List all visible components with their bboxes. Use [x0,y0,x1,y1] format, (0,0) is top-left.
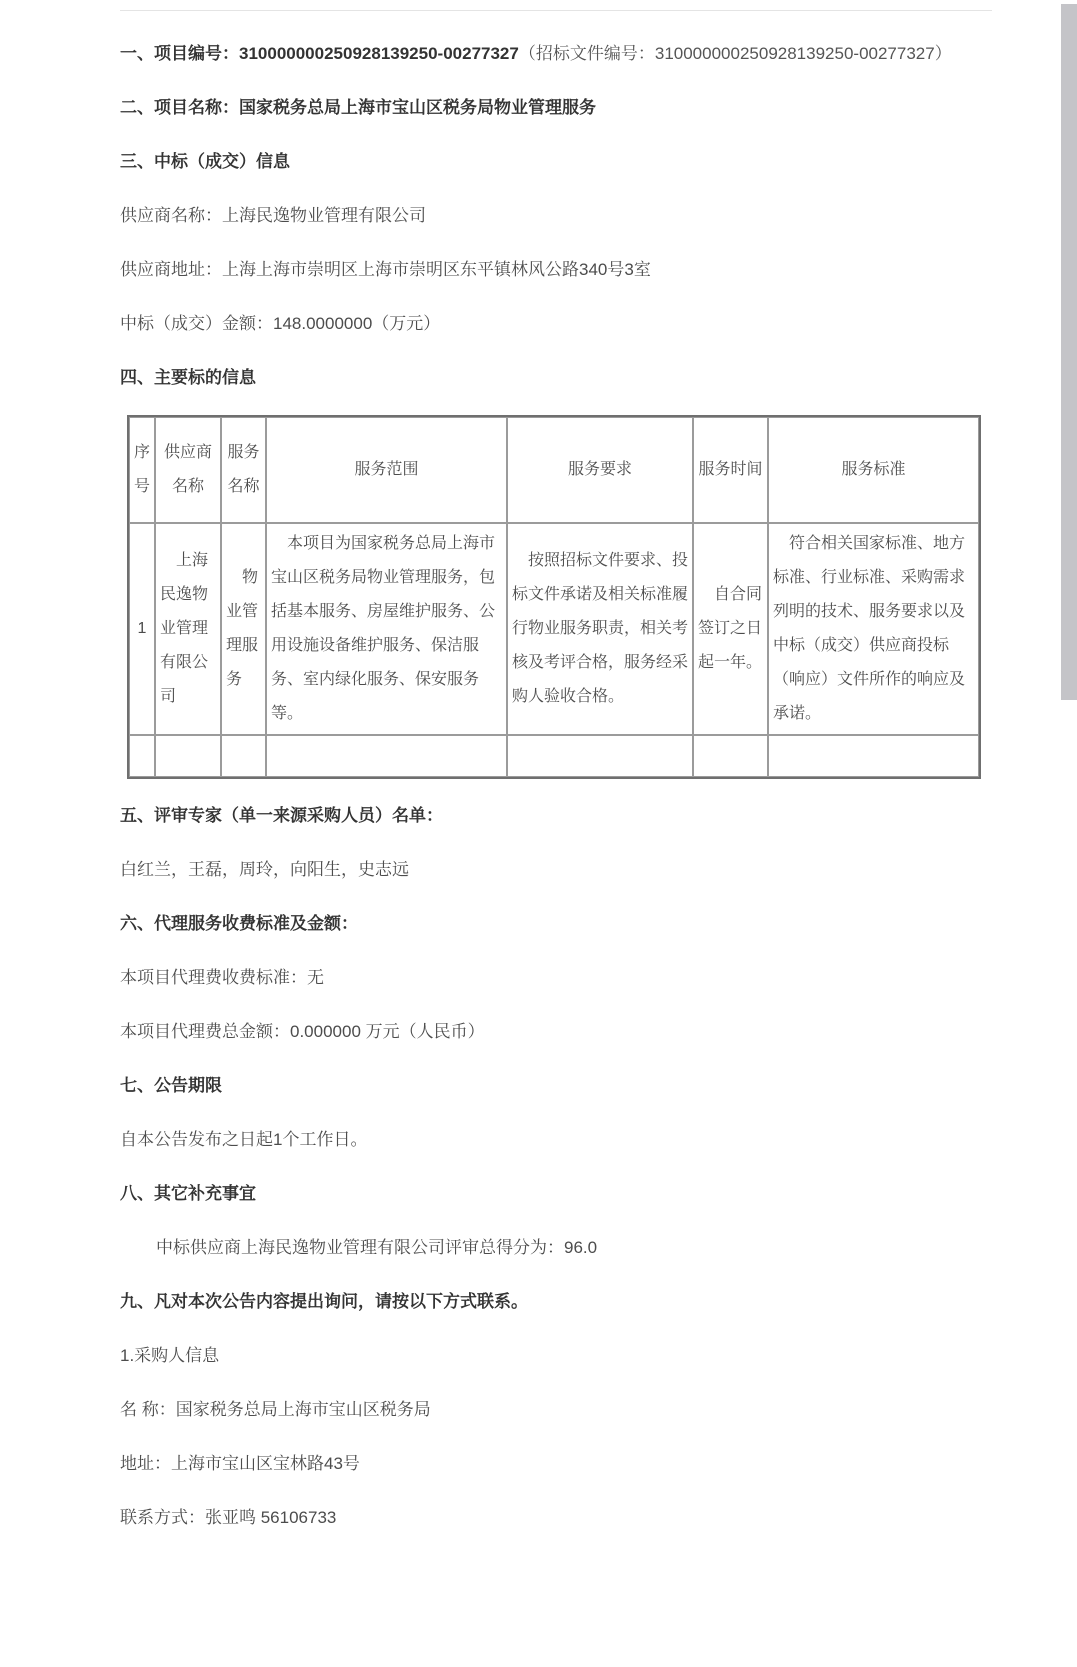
cell-service-scope: 本项目为国家税务总局上海市宝山区税务局物业管理服务，包括基本服务、房屋维护服务、公用设施设备维护服务、保洁服务、室内绿化服务、保安服务等。 [266,523,507,735]
document-content [120,11,976,1535]
empty-cell [155,735,221,777]
empty-cell [693,735,768,777]
cell-service-time: 自合同签订之日起一年。 [693,523,768,735]
main-lot-table [127,415,981,779]
empty-cell [768,735,979,777]
table-header-row [129,417,979,523]
purchaser-address-line: 地址：上海市宝山区宝林路43号 [120,1454,360,1473]
section4-heading: 四、主要标的信息 [120,368,256,387]
table-row [129,523,979,735]
empty-cell [129,735,155,777]
header-seq: 序号 [129,417,155,523]
agency-fee-total-line: 本项目代理费总金额：0.000000 万元（人民币） [120,1022,485,1041]
header-service-requirement: 服务要求 [507,417,693,523]
bid-doc-number-note: （招标文件编号：310000000250928139250-00277327） [518,44,952,63]
table-empty-row [129,735,979,777]
header-service-scope: 服务范围 [266,417,507,523]
cell-service-standard: 符合相关国家标准、地方标准、行业标准、采购需求列明的技术、服务要求以及中标（成交）供应商投标（响应）文件所作的响应及承诺。 [768,523,979,735]
scrollbar-thumb[interactable] [1061,4,1077,700]
section7-heading: 七、公告期限 [120,1076,222,1095]
header-service-standard: 服务标准 [768,417,979,523]
cell-service-requirement: 按照招标文件要求、投标文件承诺及相关标准履行物业服务职责，相关考核及考评合格，服务经采购人验收合格。 [507,523,693,735]
project-number-value: 310000000250928139250-00277327 [239,44,519,63]
cell-service-name: 物业管理服务 [221,523,266,735]
cell-seq: 1 [129,523,155,735]
header-service-name: 服务名称 [221,417,266,523]
section8-heading: 八、其它补充事宜 [120,1184,256,1203]
section2-heading: 二、项目名称：国家税务总局上海市宝山区税务局物业管理服务 [120,98,596,117]
empty-cell [221,735,266,777]
announcement-document [120,0,992,1555]
section6-heading: 六、代理服务收费标准及金额： [120,914,358,933]
score-line: 中标供应商上海民逸物业管理有限公司评审总得分为：96.0 [156,1238,598,1257]
cell-supplier: 上海民逸物业管理有限公司 [155,523,221,735]
section3-heading: 三、中标（成交）信息 [120,152,290,171]
award-amount-line: 中标（成交）金额：148.0000000（万元） [120,314,441,333]
section5-heading: 五、评审专家（单一来源采购人员）名单： [120,806,443,825]
supplier-name-line: 供应商名称：上海民逸物业管理有限公司 [120,206,426,225]
section9-heading: 九、凡对本次公告内容提出询问，请按以下方式联系。 [120,1292,528,1311]
header-supplier: 供应商名称 [155,417,221,523]
experts-list: 白红兰，王磊，周玲，向阳生，史志远 [120,860,409,879]
announcement-period-line: 自本公告发布之日起1个工作日。 [120,1130,368,1149]
section1-heading [120,37,976,71]
purchaser-info-label: 1.采购人信息 [120,1346,220,1365]
purchaser-contact-line: 联系方式：张亚鸣 56106733 [120,1508,337,1527]
empty-cell [266,735,507,777]
project-number-label: 一、项目编号： [120,44,239,63]
supplier-address-line: 供应商地址：上海上海市崇明区上海市崇明区东平镇林风公路340号3室 [120,260,651,279]
header-service-time: 服务时间 [693,417,768,523]
purchaser-name-line: 名 称：国家税务总局上海市宝山区税务局 [120,1400,431,1419]
agency-fee-standard-line: 本项目代理费收费标准：无 [120,968,324,987]
empty-cell [507,735,693,777]
